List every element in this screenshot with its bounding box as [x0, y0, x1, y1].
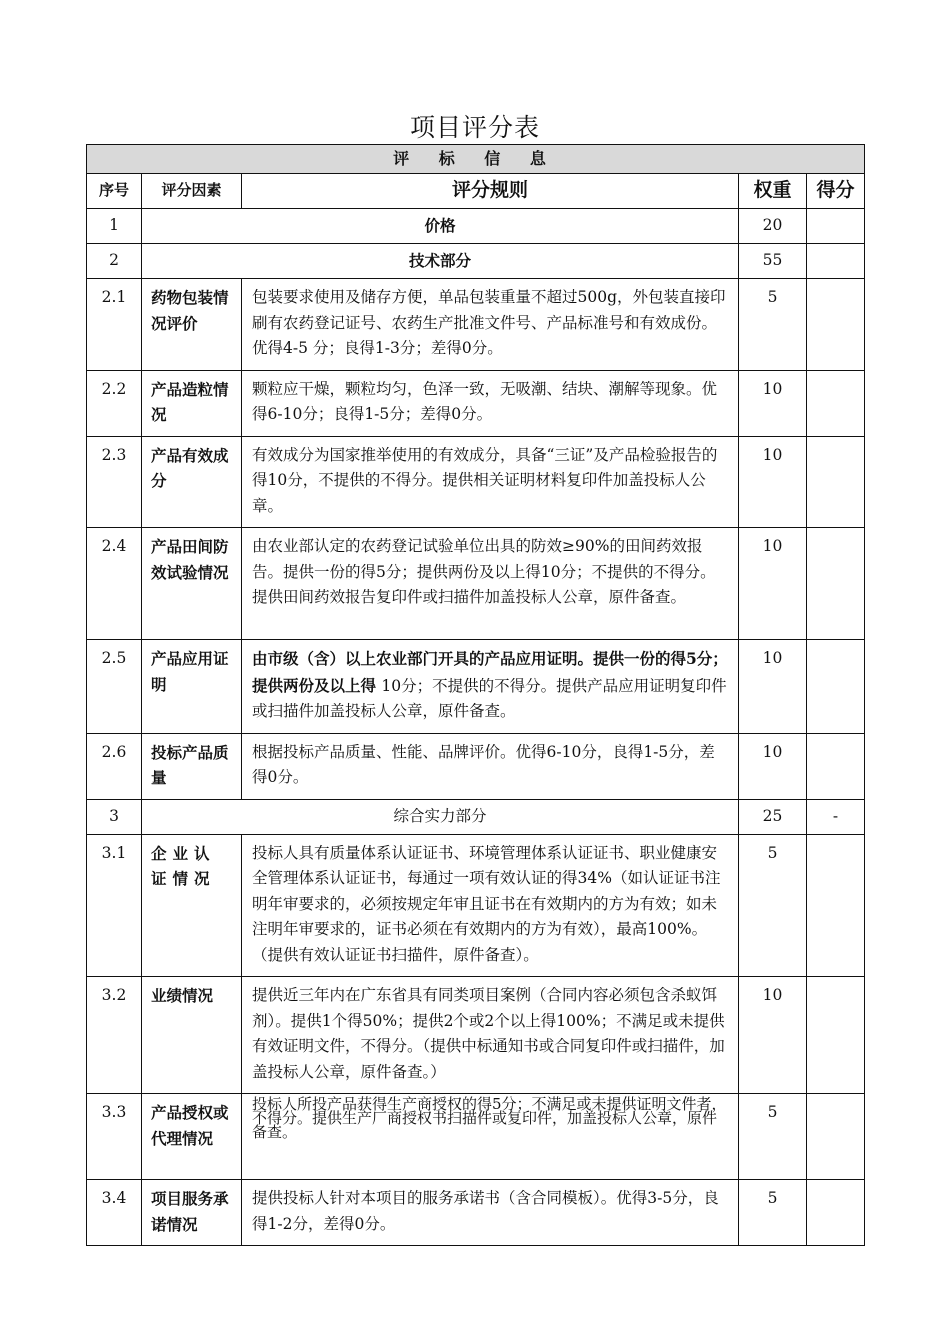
scoring-table — [86, 144, 865, 1246]
row-rule-rest: 10分；不提供的不得分。提供产品应用证明复印件或扫描件加盖投标人公章，原件备查。 — [252, 676, 727, 720]
row-seq: 1 — [87, 209, 142, 244]
row-section-label: 价格 — [142, 209, 739, 244]
row-section-label: 综合实力部分 — [142, 799, 739, 834]
header-factor: 评分因素 — [142, 174, 242, 209]
row-rule: 颗粒应干燥，颗粒均匀，色泽一致，无吸潮、结块、潮解等现象。优得6-10分；良得1-5分；差得0分。 — [242, 370, 739, 436]
table-row — [87, 436, 865, 528]
table-row — [87, 640, 865, 734]
row-seq: 3.3 — [87, 1094, 142, 1180]
row-rule: 投标人具有质量体系认证证书、环境管理体系认证证书、职业健康安全管理体系认证证书，每通过一项有效认证的得34%（如认证证书注明年审要求的，必须按规定年审且证书在有效期内的方为有效；如未注明年审要求的，证书必须在有效期内的方为有效），最高100%。（提供有效认证证书扫描件，原件备查）。 — [242, 834, 739, 977]
row-rule: 提供近三年内在广东省具有同类项目案例（合同内容必须包含杀蚁饵剂）。提供1个得50%；提供2个或2个以上得100%；不满足或未提供有效证明文件，不得分。（提供中标通知书或合同复印件或扫描件，加盖投标人公章，原件备查。） — [242, 977, 739, 1094]
row-score — [807, 733, 865, 799]
table-row — [87, 834, 865, 977]
row-factor: 产品有效成分 — [142, 436, 242, 528]
row-seq: 2.4 — [87, 528, 142, 640]
row-seq: 3.2 — [87, 977, 142, 1094]
row-score — [807, 1180, 865, 1246]
header-seq: 序号 — [87, 174, 142, 209]
row-rule-bold: 由市级（含）以上农业部门开具的产品应用证明。提供一份的得5分；提供两份及以上得 — [252, 649, 728, 695]
row-factor: 产品造粒情况 — [142, 370, 242, 436]
row-score — [807, 528, 865, 640]
row-score — [807, 279, 865, 371]
row-seq: 3.1 — [87, 834, 142, 977]
row-factor: 投标产品质量 — [142, 733, 242, 799]
row-weight: 10 — [739, 977, 807, 1094]
table-row — [87, 370, 865, 436]
table-row — [87, 733, 865, 799]
row-seq: 3 — [87, 799, 142, 834]
row-weight: 55 — [739, 244, 807, 279]
table-row — [87, 528, 865, 640]
table-row — [87, 1180, 865, 1246]
row-seq: 2 — [87, 244, 142, 279]
section-header-row — [87, 145, 865, 174]
table-row — [87, 977, 865, 1094]
row-seq: 2.6 — [87, 733, 142, 799]
row-seq: 2.1 — [87, 279, 142, 371]
row-score — [807, 244, 865, 279]
row-rule: 包装要求使用及储存方便，单品包装重量不超过500g，外包装直接印刷有农药登记证号、农药生产批准文件号、产品标准号和有效成份。优得4-5 分；良得1-3分；差得0分。 — [242, 279, 739, 371]
row-weight: 5 — [739, 1094, 807, 1180]
table-row — [87, 799, 865, 834]
row-rule: 根据投标产品质量、性能、品牌评价。优得6-10分，良得1-5分，差得0分。 — [242, 733, 739, 799]
row-score — [807, 640, 865, 734]
row-factor: 产品应用证明 — [142, 640, 242, 734]
header-row — [87, 174, 865, 209]
row-weight: 10 — [739, 436, 807, 528]
row-seq: 2.5 — [87, 640, 142, 734]
row-rule: 有效成分为国家推举使用的有效成分，具备“三证”及产品检验报告的得10分，不提供的不得分。提供相关证明材料复印件加盖投标人公章。 — [242, 436, 739, 528]
row-score — [807, 977, 865, 1094]
row-seq: 3.4 — [87, 1180, 142, 1246]
row-factor: 企业认证情况 — [142, 834, 242, 977]
row-weight: 5 — [739, 279, 807, 371]
row-factor: 产品田间防效试验情况 — [142, 528, 242, 640]
row-weight: 10 — [739, 370, 807, 436]
row-rule: 由农业部认定的农药登记试验单位出具的防效≥90%的田间药效报告。提供一份的得5分；提供两份及以上得10分；不提供的不得分。提供田间药效报告复印件或扫描件加盖投标人公章，原件备查。 — [242, 528, 739, 640]
header-score: 得分 — [807, 174, 865, 209]
row-seq: 2.2 — [87, 370, 142, 436]
table-row — [87, 1094, 865, 1180]
row-section-label: 技术部分 — [142, 244, 739, 279]
row-factor: 药物包装情况评价 — [142, 279, 242, 371]
row-rule: 投标人所投产品获得生产商授权的得5分；不满足或未提供证明文件者，不得分。提供生产厂商授权书扫描件或复印件，加盖投标人公章，原件备查。 — [242, 1094, 739, 1180]
row-weight: 25 — [739, 799, 807, 834]
row-score — [807, 209, 865, 244]
row-weight: 20 — [739, 209, 807, 244]
row-weight: 10 — [739, 733, 807, 799]
row-score — [807, 436, 865, 528]
header-rule: 评分规则 — [242, 174, 739, 209]
row-factor: 产品授权或代理情况 — [142, 1094, 242, 1180]
row-seq: 2.3 — [87, 436, 142, 528]
row-score — [807, 1094, 865, 1180]
row-weight: 10 — [739, 528, 807, 640]
row-score — [807, 834, 865, 977]
table-row — [87, 244, 865, 279]
row-score: - — [807, 799, 865, 834]
row-factor: 项目服务承诺情况 — [142, 1180, 242, 1246]
row-rule: 提供投标人针对本项目的服务承诺书（含合同模板）。优得3-5分，良得1-2分，差得0分。 — [242, 1180, 739, 1246]
row-weight: 5 — [739, 1180, 807, 1246]
row-factor: 业绩情况 — [142, 977, 242, 1094]
row-rule — [242, 640, 739, 734]
row-weight: 5 — [739, 834, 807, 977]
section-header: 评 标 信 息 — [87, 145, 865, 174]
row-weight: 10 — [739, 640, 807, 734]
table-row — [87, 209, 865, 244]
page-title: 项目评分表 — [409, 113, 540, 142]
table-row — [87, 279, 865, 371]
header-weight: 权重 — [739, 174, 807, 209]
row-score — [807, 370, 865, 436]
